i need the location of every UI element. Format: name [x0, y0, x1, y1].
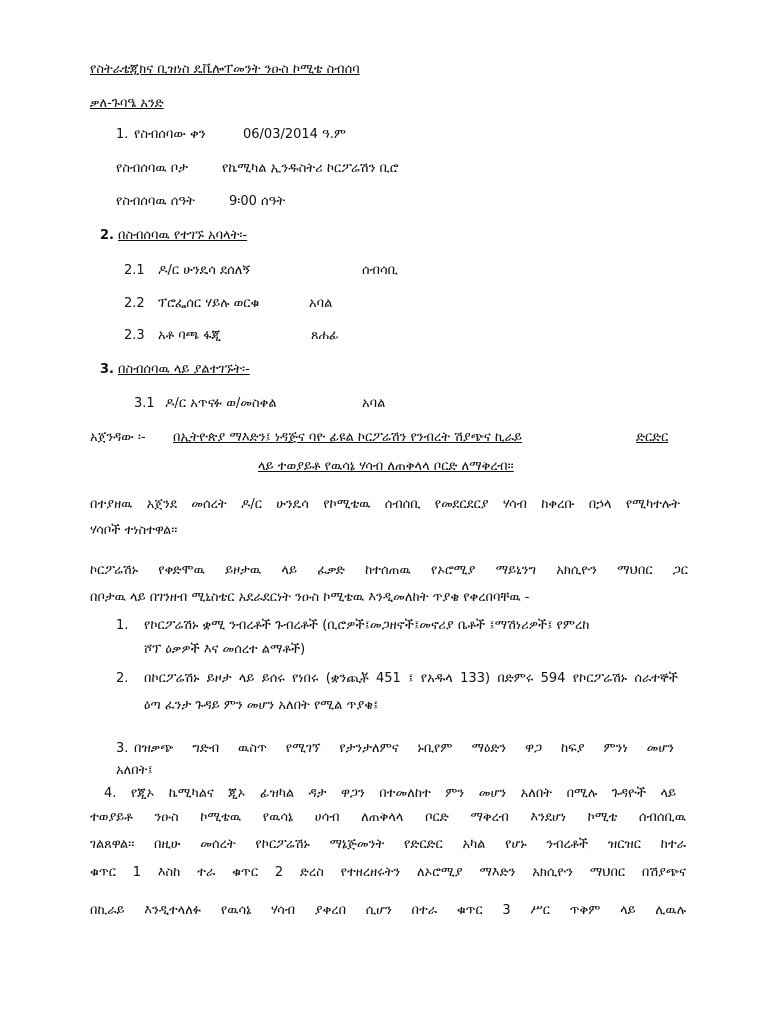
list-number: 3. [116, 741, 129, 756]
list-number: 1. [116, 618, 129, 633]
meeting-place-value: የኬሚካል ኢንዱስትሪ ኮርፖሬሽን ቢሮ [222, 161, 399, 176]
attendees-number: 2. [100, 228, 114, 243]
list-item-line: ሾፕ ዕቃዎች እና መሰረተ ልማቶች) [144, 642, 306, 657]
absent-member-role: አባል [362, 396, 386, 411]
attendee-number: 2.3 [124, 328, 145, 343]
attendee-name: ዶ/ር ሁንዴሳ ደሰለኝ [158, 263, 251, 278]
meeting-date-number: 1. [116, 127, 129, 142]
paragraph-line: ተወያይቶ ንዑስ ኮሚቴዉ የዉሳኔ ሀሳብ ለጠቅላላ ቦርድ ማቅረብ እንደሆነ ኮሚቴ ሰብሰቢዉ [90, 810, 686, 825]
document-title: የስትራቴጂክና ቢዝነስ ዴቬሎፐመንት ንዑስ ኮሚቴ ስብሰባ [90, 62, 360, 77]
meeting-date-label: የስብሰባው ቀን [134, 127, 206, 142]
meeting-time-label: የስብሰባዉ ሰዓት [116, 194, 195, 209]
paragraph-line: በኪራይ እንዲተላለፉ የዉሳኔ ሃሳብ ያቀረበ ሲሆን በተራ ቁጥር 3 ሥር ጥቅም ላይ ሊዉሉ [90, 903, 686, 918]
list-item-line: የኮርፖሬሽኑ ቋሚ ንብረቶች ጉብረቶች (ቢሮዎች፤መጋዘኖች፤መኖሪያ ቤቶች ፤ማሽነሪዎች፤ የምረከ [144, 618, 590, 633]
paragraph-line: ገልጸዋል፡፡ በዚሁ መሰረት የኮርፖሬሽኑ ማኔጅመንት የድርድር አካል የሆኑ ንብረቶች ዝርዝር ከተራ [90, 837, 686, 852]
absent-number: 3. [100, 362, 114, 377]
list-item-line: ዕጣ ፈንታ ጉዳይ ምን መሆን አለበት የሚል ጥያቄ፤ [144, 698, 379, 713]
agenda-text-end: ድርድር [636, 430, 669, 445]
paragraph-line: 4. የጂኦ ኬሚካልና ጂኦ ፊዝካል ዳታ ዋጋን በተመለከተ ምን መሆን አለበት በሚሉ ጉዳዮች ላይ [104, 786, 676, 801]
minute-label: ቃለ-ጉባዔ አንድ [90, 96, 164, 111]
attendee-role: አባል [309, 296, 333, 311]
paragraph-line: በተያዘዉ አጀንደ መሰረት ዶ/ር ሁንዴሳ የኮሚቴዉ ሰብሰቢ የመደርደርያ ሃሳብ ከቀረቡ በኃላ የሚካተሉት [90, 497, 680, 512]
list-item-line: አለበት፤ [116, 763, 153, 778]
attendee-number: 2.2 [124, 296, 145, 311]
list-number: 2. [116, 671, 129, 686]
paragraph-line: ኮርፖሬሽኑ የቀድሞዉ ይዞታዉ ላይ ፈቃድ ከተሰጠዉ የኦሮሚያ ማይኒንግ አክሲዮን ማህበር ጋር [90, 563, 688, 578]
absent-heading: በስብሰባዉ ላይ ያልተገኙት፡- [118, 362, 250, 377]
attendee-role: ሰብሳቢ [362, 263, 398, 278]
attendee-name: አቶ ባጫ ፋጂ [158, 328, 221, 343]
attendee-role: ጸሐፊ [311, 328, 339, 343]
attendee-number: 2.1 [124, 263, 145, 278]
paragraph-line: በቦታዉ ላይ በገንዘብ ሚኒስቴር አደራደርነት ንዑስ ኮሚቴዉ እንዲመለከት ጥያቄ የቀረበባቸዉ - [90, 590, 530, 605]
attendees-heading: በስብሰባዉ የተገኙ አባላት፡- [118, 228, 248, 243]
agenda-text-line: ላይ ተወያይቶ የዉሳኔ ሃሳብ ለጠቅላላ ቦርድ ለማቅረብ፡፡ [258, 459, 514, 474]
paragraph-line: ሃሳቦች ተነስተዋል፡፡ [90, 523, 178, 538]
meeting-place-label: የስብሰባዉ ቦታ [116, 161, 188, 176]
list-item-line: በዝቃጭ ግድብ ዉስጥ የሚገኘ የታንታለምና ኑቢየም ማዕድን ዋጋ ከፍያ ምንነ መሆን [134, 741, 674, 756]
absent-member-name: ዶ/ር አጥናፉ ወ/መስቀል [165, 396, 277, 411]
meeting-date-value: 06/03/2014 ዓ.ም [243, 127, 347, 142]
agenda-text-line: በኢትዮጵያ ማእድን፤ ነዳጅና ባዮ ፊዩል ኮርፖሬሽን የንብረት ሽያጭና ኪራይ [173, 430, 522, 445]
meeting-time-value: 9፡00 ሰዓት [229, 194, 286, 209]
list-item-line: በኮርፖሬሽኑ ይዞታ ላይ ይሰሩ የነበሩ (ቋንጪቾ 451 ፤ የአዱላ 133) በድምሩ 594 የኮርፖሬሽኑ ሰራተኞች [144, 671, 678, 686]
agenda-label: አጀንዳው ፡- [90, 430, 146, 445]
attendee-name: ፕሮፌሰር ሃይሉ ወርቁ [158, 296, 260, 311]
paragraph-line: ቁጥር 1 እስከ ተራ ቁጥር 2 ድረስ የተዘረዘሩትን ለኦሮሚያ ማእድን አክሲዮን ማህበር በሽያጭና [90, 865, 686, 880]
absent-member-number: 3.1 [134, 396, 155, 411]
